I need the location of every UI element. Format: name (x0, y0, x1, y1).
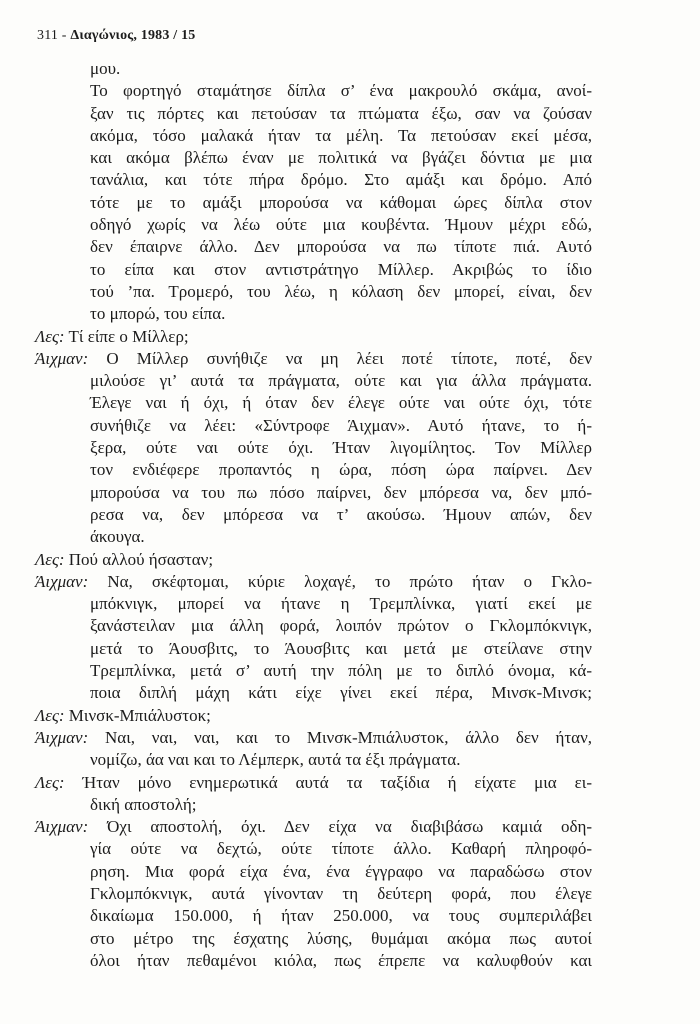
line-text: τανάλια, και τότε πήρα δρόμο. Στο αμάξι και δρόμο. Από (90, 170, 592, 190)
line-text: μετά το Άουσβιτς, το Άουσβιτς και μετά με στείλανε στην (90, 638, 592, 658)
text-line (90, 593, 592, 615)
line-text: Τρεμπλίνκα, μετά σ’ αυτή την πόλη με το διπλό όνομα, κά- (90, 661, 592, 681)
text-line (90, 80, 592, 102)
line-text: ρεσα να, δεν μπόρεσα να τ’ ακούσω. Ήμουν απών, δεν (90, 504, 592, 524)
line-text: όλοι ήταν πεθαμένοι κιόλα, πως έπρεπε να καλυφθούν και (90, 950, 592, 970)
line-text: μιλούσε γι’ αυτά τα πράγματα, ούτε και για άλλα πράγματα. (90, 371, 592, 391)
text-line (90, 459, 592, 481)
line-text: δεν έπαιρνε άλλο. Δεν μπορούσα να πω τίποτε πιά. Αυτό (90, 237, 592, 257)
text-line (90, 169, 592, 191)
speaker-label: Λες: (35, 549, 65, 569)
text-line (90, 58, 592, 80)
text-line (90, 526, 592, 548)
dialogue-line (35, 705, 592, 727)
line-text: το είπα και στον αντιστράτηγο Μίλλερ. Ακριβώς το ίδιο (90, 259, 592, 279)
text-line (90, 236, 592, 258)
line-text: και ακόμα βλέπω έναν με πολιτικά να βγάζει δόντια με μια (90, 148, 592, 168)
text-line (90, 883, 592, 905)
text-line (90, 370, 592, 392)
text-line (90, 638, 592, 660)
text-line (90, 303, 592, 325)
line-text: μπόκνιγκ, μπορεί να ήτανε η Τρεμπλίνκα, γιατί εκεί με (90, 594, 592, 614)
text-body (0, 58, 700, 972)
speaker-label: Άιχμαν: (35, 571, 89, 591)
line-text: μου. (90, 59, 121, 78)
dialogue-line (35, 348, 592, 370)
speaker-label: Άιχμαν: (35, 348, 89, 368)
line-text: ακόμα, τόσο μαλακά ήταν τα μέλη. Τα πετούσαν εκεί μέσα, (90, 125, 592, 145)
line-text: δικαίωμα 150.000, ή ήταν 250.000, να τους συμπεριλάβει (90, 906, 592, 926)
line-text: ρηση. Μια φορά είχα ένα, ένα έγγραφο να παραδώσω στον (90, 861, 592, 881)
dialogue-line (35, 549, 592, 571)
dialogue-line (35, 571, 592, 593)
line-text: τον ενδιέφερε προπαντός η ώρα, πόση ώρα παίρνει. Δεν (90, 460, 592, 480)
dialogue-line (35, 326, 592, 348)
line-text: Μινσκ-Μπιάλυστοκ; (68, 705, 211, 725)
line-text: δική αποστολή; (90, 794, 197, 814)
line-text: το μπορώ, του είπα. (90, 304, 226, 324)
speaker-label: Λες: (35, 772, 65, 792)
line-text: τότε με το αμάξι μπορούσα να κάθομαι ώρες δίπλα στον (90, 192, 592, 212)
text-line (90, 928, 592, 950)
line-text: Το φορτηγό σταμάτησε δίπλα σ’ ένα μακρουλό σκάμα, ανοί- (90, 81, 592, 101)
line-text: Ο Μίλλερ συνήθιζε να μη λέει ποτέ τίποτε, ποτέ, δεν (106, 348, 593, 368)
line-text: τού ’πα. Τρομερό, του λέω, η κόλαση δεν μπορεί, είναι, δεν (90, 281, 592, 301)
text-line (90, 192, 592, 214)
line-text: ξανάστειλαν μια άλλη φορά, λοιπόν πρώτον ο Γκλομπόκνιγκ, (90, 616, 592, 636)
line-text: Ήταν μόνο ενημερωτικά αυτά τα ταξίδια ή είχατε μια ει- (82, 772, 592, 792)
text-line (90, 660, 592, 682)
line-text: Όχι αποστολή, όχι. Δεν είχα να διαβιβάσω καμιά οδη- (107, 817, 593, 837)
text-line (90, 103, 592, 125)
text-line (90, 861, 592, 883)
line-text: ξερα, ούτε ναι ούτε όχι. Ήταν λιγομίλητος. Τον Μίλλερ (90, 438, 592, 458)
text-line (90, 682, 592, 704)
line-text: οδηγό χωρίς να λέω ούτε μια κουβέντα. Ήμουν μέχρι εδώ, (90, 215, 592, 235)
page-number: 311 - (37, 28, 67, 43)
speaker-label: Λες: (35, 326, 65, 346)
text-line (90, 482, 592, 504)
line-text: στο μέτρο της έσχατης λύσης, θυμάμαι ακόμα πως αυτοί (90, 928, 592, 948)
text-line (90, 749, 592, 771)
text-line (90, 615, 592, 637)
journal-title: Διαγώνιος, 1983 (70, 28, 170, 43)
line-text: Ναι, ναι, ναι, και το Μινσκ-Μπιάλυστοκ, άλλο δεν ήταν, (105, 727, 593, 747)
text-line (90, 125, 592, 147)
line-text: μπορούσα να του πω πόσο παίρνει, δεν μπόρεσα να, δεν μπό- (90, 482, 592, 502)
speaker-label: Λες: (35, 705, 65, 725)
dialogue-line (35, 727, 592, 749)
line-text: συνήθιζε να λέει: «Σύντροφε Άιχμαν». Αυτό ήτανε, το ή- (90, 415, 592, 435)
line-text: ξαν τις πόρτες και πετούσαν τα πτώματα έξω, σαν να ζούσαν (90, 103, 592, 123)
speaker-label: Άιχμαν: (35, 817, 89, 837)
text-line (90, 214, 592, 236)
line-text: άκουγα. (90, 527, 145, 547)
text-line (90, 838, 592, 860)
text-line (90, 437, 592, 459)
dialogue-line (35, 772, 592, 794)
line-text: Πού αλλού ήσασταν; (68, 549, 214, 569)
text-line (90, 281, 592, 303)
text-line (90, 794, 592, 816)
text-line (90, 392, 592, 414)
line-text: Τί είπε ο Μίλλερ; (68, 326, 189, 346)
text-line (90, 905, 592, 927)
running-head (37, 28, 195, 44)
speaker-label: Άιχμαν: (35, 727, 89, 747)
text-line (90, 147, 592, 169)
line-text: Να, σκέφτομαι, κύριε λοχαγέ, το πρώτο ήταν ο Γκλο- (107, 571, 593, 591)
dialogue-line (35, 816, 592, 838)
text-line (90, 950, 592, 972)
text-line (90, 415, 592, 437)
text-line (90, 259, 592, 281)
line-text: Γκλομπόκνιγκ, αυτά γίνονταν τη δεύτερη φορά, που έλεγε (90, 883, 592, 903)
line-text: Έλεγε ναι ή όχι, ή όταν δεν έλεγε ούτε ναι ούτε όχι, τότε (90, 393, 592, 413)
issue-number: / 15 (173, 28, 196, 43)
line-text: ποια διπλή μάχη κάτι είχε γίνει εκεί πέρα, Μινσκ-Μινσκ; (90, 683, 592, 703)
line-text: νομίζω, άα ναι και το Λέμπερκ, αυτά τα έξι πράγματα. (90, 750, 461, 770)
line-text: γία ούτε να δεχτώ, ούτε τίποτε άλλο. Καθαρή πληροφό- (90, 839, 592, 859)
text-line (90, 504, 592, 526)
